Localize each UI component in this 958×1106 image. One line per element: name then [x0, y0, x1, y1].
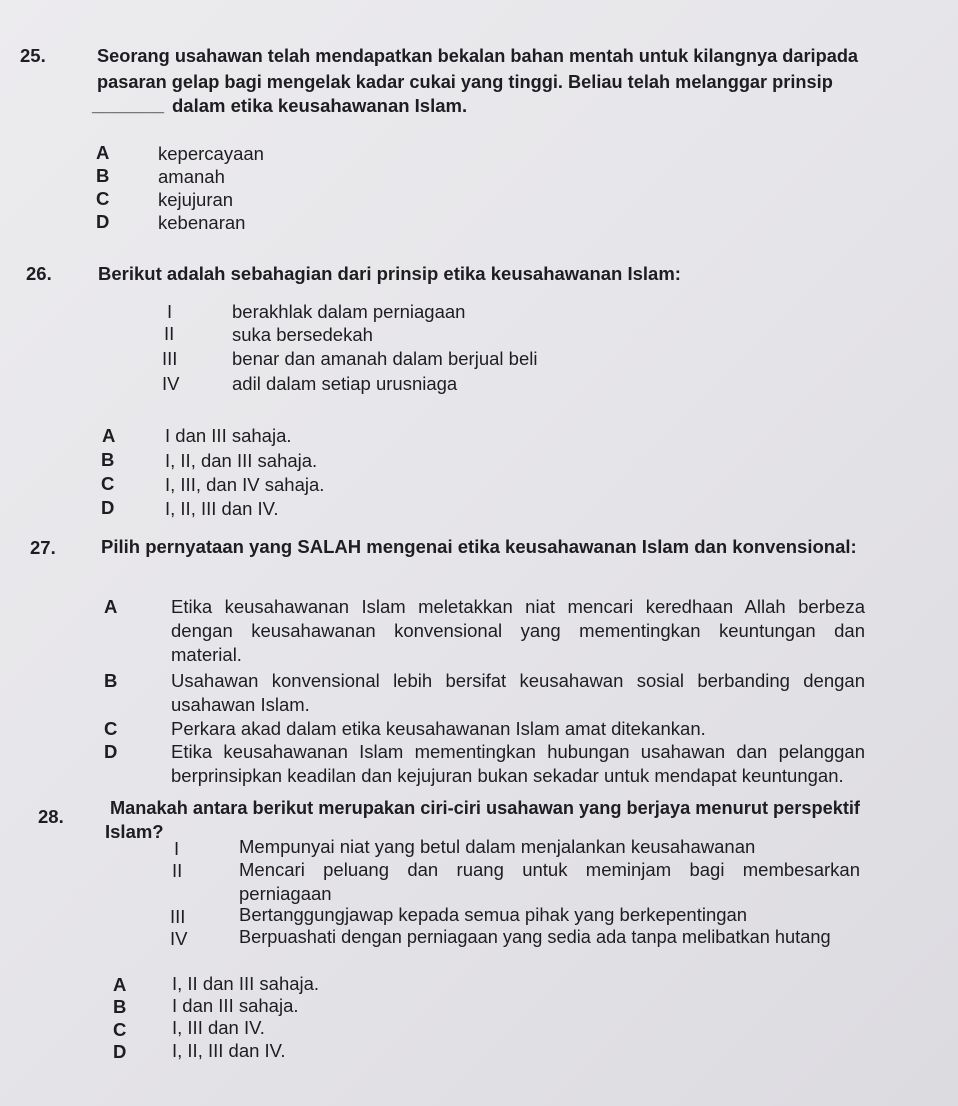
roman-numeral: II: [164, 323, 175, 344]
item-text: berakhlak dalam perniagaan: [232, 301, 466, 322]
option-text-line: Etika keusahawanan Islam meletakkan niat mencari keredhaan Allah berbeza: [171, 596, 865, 617]
question-stem-line: Seorang usahawan telah mendapatkan bekalan bahan mentah untuk kilangnya daripada: [97, 46, 859, 66]
option-label: A: [102, 425, 116, 446]
option-text: amanah: [158, 166, 225, 187]
option-text: I, II, dan III sahaja.: [165, 450, 318, 471]
option-label: B: [104, 670, 118, 691]
roman-numeral: I: [174, 838, 180, 859]
roman-numeral: III: [162, 348, 178, 369]
item-text: suka bersedekah: [232, 324, 373, 345]
roman-numeral: II: [172, 860, 183, 881]
option-text: I, II, III dan IV.: [165, 498, 279, 519]
option-text-line: usahawan Islam.: [171, 694, 310, 715]
option-label: D: [113, 1041, 127, 1062]
option-text-line: Perkara akad dalam etika keusahawanan Islam amat ditekankan.: [171, 718, 706, 739]
roman-numeral: I: [167, 301, 173, 322]
option-label: C: [96, 188, 110, 209]
question-stem: [101, 536, 857, 558]
option-text: I dan III sahaja.: [165, 425, 292, 446]
question-stem-line: Manakah antara berikut merupakan ciri-ciri usahawan yang berjaya menurut perspektif: [110, 798, 860, 818]
roman-numeral: III: [170, 906, 186, 927]
answer-blank: _______: [92, 94, 165, 115]
question-number: 26.: [26, 263, 52, 284]
option-text-line: material.: [171, 644, 242, 665]
roman-numeral: IV: [170, 928, 188, 949]
option-label: B: [96, 165, 110, 186]
item-text: perniagaan: [239, 883, 332, 904]
option-label: A: [113, 974, 127, 995]
option-text: I, III, dan IV sahaja.: [165, 474, 325, 495]
item-text: Berpuashati dengan perniagaan yang sedia ada tanpa melibatkan hutang: [239, 927, 831, 947]
option-label: B: [101, 449, 115, 470]
option-label: D: [104, 741, 118, 762]
item-text: adil dalam setiap urusniaga: [232, 373, 458, 394]
item-text: Bertanggungjawap kepada semua pihak yang berkepentingan: [239, 904, 748, 925]
option-text-line: Etika keusahawanan Islam mementingkan hubungan usahawan dan pelanggan: [171, 741, 865, 762]
question-stem-line: dalam etika keusahawanan Islam.: [172, 95, 468, 116]
item-text: Mencari peluang dan ruang untuk meminjam bagi membesarkan: [239, 859, 860, 880]
option-text: I, III dan IV.: [172, 1017, 265, 1038]
option-label: D: [96, 211, 110, 232]
stem-part: Pilih pernyataan yang: [101, 536, 298, 557]
question-number: 28.: [38, 806, 64, 827]
question-number: 27.: [30, 537, 56, 558]
item-text: Mempunyai niat yang betul dalam menjalankan keusahawanan: [239, 836, 756, 857]
option-label: C: [104, 718, 118, 739]
stem-emphasis: SALAH: [297, 536, 362, 557]
roman-numeral: IV: [162, 373, 180, 394]
option-label: B: [113, 996, 127, 1017]
option-text: kepercayaan: [158, 143, 264, 164]
option-text-line: dengan keusahawanan konvensional yang mementingkan keuntungan dan: [171, 620, 865, 641]
option-label: A: [104, 596, 118, 617]
option-text-line: Usahawan konvensional lebih bersifat keusahawan sosial berbanding dengan: [171, 670, 865, 691]
option-text: kebenaran: [158, 212, 246, 233]
option-label: D: [101, 497, 115, 518]
option-text: kejujuran: [158, 189, 234, 210]
option-text: I, II, III dan IV.: [172, 1040, 286, 1061]
option-label: C: [113, 1019, 127, 1040]
stem-part: mengenai etika keusahawanan Islam dan konvensional:: [361, 536, 857, 557]
question-stem: Berikut adalah sebahagian dari prinsip etika keusahawanan Islam:: [98, 263, 681, 284]
question-stem-line: Islam?: [105, 821, 164, 842]
item-text: benar dan amanah dalam berjual beli: [232, 348, 538, 369]
question-stem-line: pasaran gelap bagi mengelak kadar cukai yang tinggi. Beliau telah melanggar prinsip: [97, 72, 833, 92]
option-label: A: [96, 142, 110, 163]
question-number: 25.: [20, 45, 46, 66]
option-text: I, II dan III sahaja.: [172, 973, 320, 994]
option-text: I dan III sahaja.: [172, 995, 299, 1016]
option-text-line: berprinsipkan keadilan dan kejujuran bukan sekadar untuk mendapat keuntungan.: [171, 765, 844, 786]
option-label: C: [101, 473, 115, 494]
